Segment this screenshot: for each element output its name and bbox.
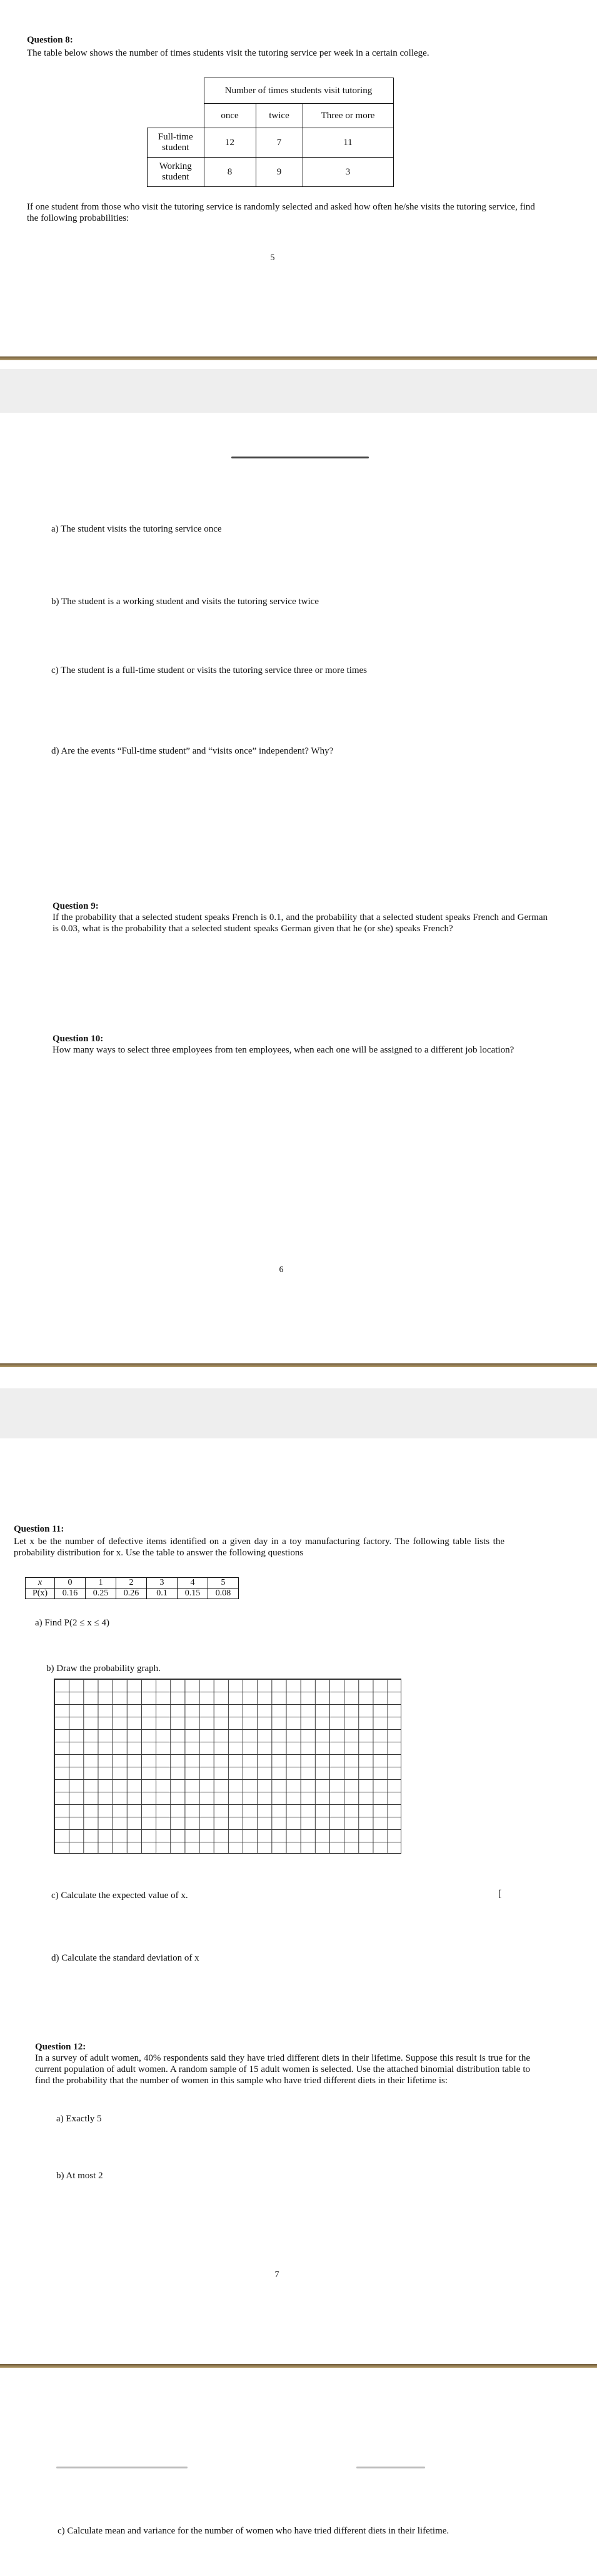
table-cell: 5 — [208, 1578, 239, 1589]
table-row — [26, 1578, 239, 1589]
tutoring-table — [147, 78, 394, 187]
question-8-heading: Question 8: — [27, 35, 73, 45]
table-cell: 11 — [303, 128, 393, 158]
question-10-heading: Question 10: — [53, 1034, 104, 1044]
column-header: Three or more — [303, 104, 393, 128]
page-6 — [0, 413, 597, 1388]
column-header: once — [204, 104, 256, 128]
table-cell: 1 — [86, 1578, 116, 1589]
page-8 — [0, 2427, 597, 2576]
question-12c: c) Calculate mean and variance for the number of women who have tried different diets in their lifetime. — [58, 2526, 449, 2536]
table-row — [148, 128, 394, 158]
table-cell: 0 — [55, 1578, 86, 1589]
page-number: 5 — [270, 253, 275, 263]
table-cell: 9 — [256, 158, 303, 187]
scan-mark — [56, 2467, 188, 2468]
question-11-text: Let x be the number of defective items identified on a given day in a toy manufacturing factory. The following table lists the probability distribution for x. Use the table to answer the following questions — [14, 1537, 504, 1558]
table-cell: 2 — [116, 1578, 147, 1589]
scan-mark: [ — [498, 1889, 502, 1899]
question-8c: c) The student is a full-time student or visits the tutoring service three or more times — [51, 665, 368, 675]
table-row — [148, 158, 394, 187]
question-12b: b) At most 2 — [56, 2171, 103, 2181]
table-cell: 4 — [178, 1578, 208, 1589]
graph-paper-grid[interactable] — [54, 1679, 401, 1854]
table-cell: 0.25 — [86, 1589, 116, 1599]
question-8-instruction: If one student from those who visit the tutoring service is randomly selected and asked how often he/she visits the tutoring service, find the following probabilities: — [27, 202, 535, 223]
question-12-heading: Question 12: — [35, 2042, 86, 2052]
question-9-text: If the probability that a selected student speaks French is 0.1, and the probability that a selected student speaks French and German is 0.03, what is the probability that a selected student speaks German given that he (or she) speaks French? — [53, 912, 548, 934]
table-cell: 0.15 — [178, 1589, 208, 1599]
page-edge — [0, 2364, 597, 2368]
table-cell: 3 — [147, 1578, 178, 1589]
question-8a: a) The student visits the tutoring service once — [51, 524, 222, 534]
question-11d: d) Calculate the standard deviation of x — [51, 1953, 199, 1963]
question-8b: b) The student is a working student and visits the tutoring service twice — [51, 597, 319, 607]
scan-mark — [356, 2467, 425, 2468]
table-cell: 12 — [204, 128, 256, 158]
scan-mark — [231, 457, 369, 458]
question-11b: b) Draw the probability graph. — [46, 1664, 161, 1674]
table-cell: 3 — [303, 158, 393, 187]
question-8-intro: The table below shows the number of times students visit the tutoring service per week in a certain college. — [27, 48, 429, 58]
table-cell: 0.26 — [116, 1589, 147, 1599]
question-8d: d) Are the events “Full-time student” and “visits once” independent? Why? — [51, 746, 334, 756]
page-number: 7 — [274, 2270, 279, 2280]
table-cell: 7 — [256, 128, 303, 158]
table-header: Number of times students visit tutoring — [204, 78, 393, 104]
question-10-text: How many ways to select three employees from ten employees, when each one will be assigned to a different job location? — [53, 1045, 514, 1055]
page-edge — [0, 1363, 597, 1367]
table-cell: 0.16 — [55, 1589, 86, 1599]
question-11a: a) Find P(2 ≤ x ≤ 4) — [35, 1618, 109, 1628]
row-label: Working student — [148, 158, 204, 187]
row-label: Full-time student — [148, 128, 204, 158]
column-header: twice — [256, 104, 303, 128]
table-cell: 0.08 — [208, 1589, 239, 1599]
page-7 — [0, 1438, 597, 2558]
question-12a: a) Exactly 5 — [56, 2114, 102, 2124]
table-row — [26, 1589, 239, 1599]
table-cell: 8 — [204, 158, 256, 187]
row-label: x — [26, 1578, 55, 1589]
question-12-text: In a survey of adult women, 40% respondents said they have tried different diets in their lifetime. Suppose this result is true for the current population of adult women. A random sample of 15 adult women is selected. Use the attached binomial distribution table to find the probability that the number of women in this sample who have tried different diets in their lifetime is: — [35, 2053, 530, 2086]
question-11-heading: Question 11: — [14, 1524, 64, 1534]
page-5 — [0, 0, 597, 369]
table-cell: 0.1 — [147, 1589, 178, 1599]
page-edge — [0, 356, 597, 360]
question-9-heading: Question 9: — [53, 901, 99, 911]
probability-distribution-table — [25, 1577, 239, 1599]
page-number: 6 — [279, 1265, 284, 1275]
row-label: P(x) — [26, 1589, 55, 1599]
question-11c: c) Calculate the expected value of x. — [51, 1891, 188, 1901]
